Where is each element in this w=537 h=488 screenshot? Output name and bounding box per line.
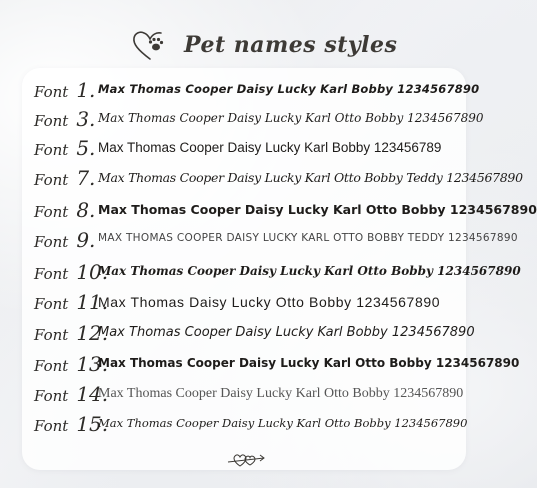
font-sample: Max Thomas Daisy Lucky Otto Bobby 1234567890 — [98, 294, 441, 310]
font-sample: Max Thomas Cooper Daisy Lucky Karl Otto Bobby 1234567890 — [98, 202, 537, 217]
font-number: 8. — [76, 198, 96, 222]
font-sample: Max Thomas Cooper Daisy Lucky Karl Otto Bobby 1234567890 — [98, 416, 468, 430]
font-word: Font — [34, 326, 69, 344]
font-label — [34, 290, 108, 314]
font-row — [0, 410, 488, 438]
font-label — [34, 198, 95, 222]
font-label — [34, 78, 95, 102]
font-sample: Max Thomas Cooper Daisy Lucky Karl Bobby 1234567890 — [98, 325, 475, 340]
font-sample: Max Thomas Cooper Daisy Lucky Karl Otto Bobby 1234567890 — [98, 356, 520, 370]
font-word: Font — [34, 295, 69, 313]
font-sample: Max Thomas Cooper Daisy Lucky Karl Otto Bobby Teddy 1234567890 — [98, 170, 523, 185]
font-number: 5. — [76, 136, 96, 160]
font-row — [0, 380, 488, 408]
font-row — [0, 76, 488, 104]
font-label — [34, 136, 95, 160]
font-word: Font — [34, 387, 69, 405]
font-label — [34, 382, 108, 406]
font-word: Font — [34, 233, 69, 251]
font-label — [34, 412, 108, 436]
font-word: Font — [34, 112, 69, 130]
font-row — [0, 350, 520, 378]
font-sample: Max Thomas Cooper Daisy Lucky Karl Otto Bobby 1234567890 — [98, 386, 464, 401]
heart-paw-icon — [130, 28, 170, 62]
font-number: 7. — [76, 166, 96, 190]
hearts-arrow-icon — [226, 450, 266, 470]
font-label — [34, 352, 108, 376]
font-word: Font — [34, 417, 69, 435]
font-row — [0, 164, 523, 192]
font-number: 3. — [76, 107, 96, 131]
font-row — [0, 288, 488, 316]
font-row — [0, 196, 537, 224]
header — [0, 24, 488, 64]
font-number: 9. — [76, 228, 96, 252]
font-number: 12. — [76, 321, 109, 345]
font-label — [34, 166, 95, 190]
font-row — [0, 134, 488, 162]
font-number: 1. — [76, 78, 96, 102]
font-sample: MAX THOMAS COOPER DAISY LUCKY KARL OTTO BOBBY TEDDY 1234567890 — [98, 232, 518, 244]
font-word: Font — [34, 83, 69, 101]
font-row — [0, 319, 488, 347]
font-label — [34, 321, 108, 345]
font-word: Font — [34, 265, 69, 283]
font-label — [34, 107, 95, 131]
font-sample: Max Thomas Cooper Daisy Lucky Karl Bobby 1234567890 — [98, 82, 480, 96]
font-sample: Max Thomas Cooper Daisy Lucky Karl Otto Bobby 1234567890 — [98, 264, 521, 278]
font-number: 11. — [76, 290, 109, 314]
font-label — [34, 228, 95, 252]
font-label — [34, 260, 108, 284]
page-title: Pet names styles — [184, 32, 398, 58]
font-row — [0, 105, 488, 133]
font-number: 10. — [76, 260, 109, 284]
font-word: Font — [34, 171, 69, 189]
font-word: Font — [34, 203, 69, 221]
font-number: 14. — [76, 382, 109, 406]
font-sample: Max Thomas Cooper Daisy Lucky Karl Otto Bobby 1234567890 — [98, 111, 484, 125]
font-word: Font — [34, 141, 69, 159]
font-row — [0, 258, 521, 286]
font-word: Font — [34, 357, 69, 375]
font-number: 15. — [76, 412, 109, 436]
font-number: 13. — [76, 352, 109, 376]
font-sample: Max Thomas Cooper Daisy Lucky Karl Bobby 123456789 — [98, 140, 442, 155]
font-row — [0, 226, 518, 254]
